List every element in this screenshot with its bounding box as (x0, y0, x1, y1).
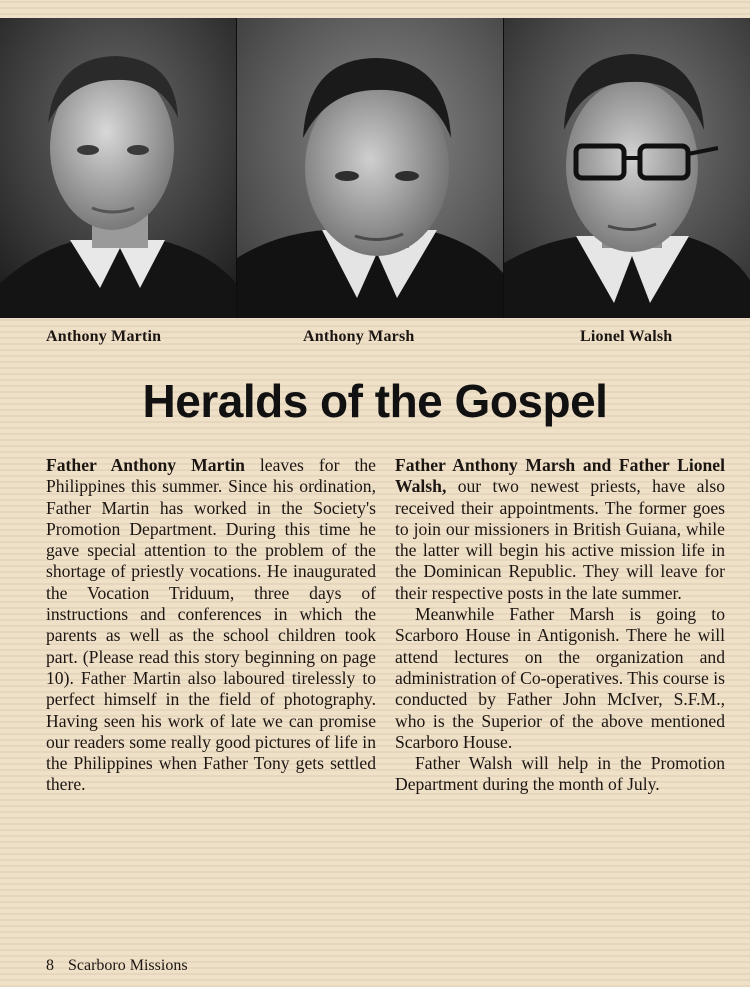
portrait-lionel-walsh (504, 18, 750, 318)
right-lead: Father Anthony Marsh and Father Lionel Walsh, (395, 455, 725, 497)
left-body: leaves for the Philippines this summer. Since his ordination, Father Martin has worked in the Society's Promotion Department. During this time he gave special attention to the problem of the shortage of priestly vocations. He inaugurated the Vocation Triduum, three days of instructions and conferences in which the parents as well as the school children took part. (Please read this story beginning on page 10). Father Martin also laboured tirelessly to perfect himself in the field of photography. Having seen his work of late we can promise our readers some really good pictures of life in the Philippines when Father Tony gets settled there. (46, 455, 376, 795)
page-footer (46, 957, 188, 975)
portrait-anthony-martin-image (0, 18, 236, 318)
left-column (46, 455, 376, 796)
right-p1-body: our two newest priests, have also received their appointments. The former goes to join our missioners in British Guiana, while the latter will begin his active mission life in the Dominican Republic. They will leave for their respective posts in the late summer. (395, 476, 725, 603)
portrait-anthony-martin (0, 18, 238, 318)
right-paragraph-1 (395, 455, 725, 604)
caption-anthony-martin: Anthony Martin (46, 328, 162, 345)
portrait-anthony-marsh (237, 18, 505, 318)
left-paragraph (46, 455, 376, 796)
publication-name: Scarboro Missions (68, 957, 188, 974)
photo-strip (0, 18, 750, 318)
caption-anthony-marsh: Anthony Marsh (303, 328, 415, 345)
left-lead: Father Anthony Martin (46, 455, 245, 475)
right-paragraph-3: Father Walsh will help in the Promotion Department during the month of July. (395, 753, 725, 795)
right-column (395, 455, 725, 796)
caption-lionel-walsh: Lionel Walsh (580, 328, 673, 345)
page-number: 8 (46, 957, 54, 974)
right-paragraph-2: Meanwhile Father Marsh is going to Scarboro House in Antigonish. There he will attend lectures on the organization and administration of Co-operatives. This course is conducted by Father John McIver, S.F.M., who is the Superior of the above mentioned Scarboro House. (395, 604, 725, 752)
headline: Heralds of the Gospel (142, 375, 608, 427)
portrait-anthony-marsh-image (237, 18, 503, 318)
portrait-lionel-walsh-image (504, 18, 750, 318)
